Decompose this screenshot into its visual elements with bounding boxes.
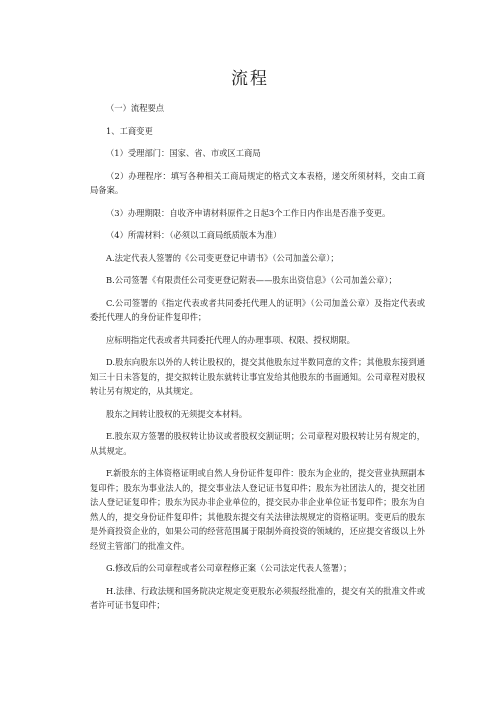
paragraph-item-e: E.股东双方签署的股权转让协议或者股权交割证明；公司章程对股权转让另有规定的，从其规定。 bbox=[90, 431, 425, 456]
subsection-heading: 1、工商变更 bbox=[106, 125, 153, 136]
paragraph-item-c-note: 应标明指定代表或者共同委托代理人的办理事项、权限、授权期限。 bbox=[106, 334, 355, 345]
document-body bbox=[90, 101, 425, 621]
paragraph-item-d: D.股东向股东以外的人转让股权的，提交其他股东过半数同意的文件；其他股东接到通知三十日未答复的，提交拟转让股东就转让事宜发给其他股东的书面通知。公司章程对股权转让另有规定的，从其规定。 bbox=[90, 357, 425, 396]
paragraph-procedure: （2）办理程序：填写各种相关工商局规定的格式文本表格，递交所须材料，交由工商局备案。 bbox=[90, 170, 425, 195]
paragraph-item-d-note: 股东之间转让股权的无须提交本材料。 bbox=[106, 408, 248, 419]
paragraph-time-limit: （3）办理期限：自收齐申请材料原件之日起3个工作日内作出是否准予变更。 bbox=[106, 207, 391, 218]
paragraph-item-f: F.新股东的主体资格证明或自然人身份证件复印件：股东为企业的，提交营业执照副本复印件；股东为事业法人的，提交事业法人登记证书复印件；股东为社团法人的，提交社团法人登记证复印件；股东为民办非企业单位的，提交民办非企业单位证书复印件；股东为自然人的，提交身份证件复印件；其他股东提交有关法律法规规定的资格证明。变更后的股东是外商投资企业的，如果公司的经营范围属于限制外商投资的领域的，还应提交省级以上外经贸主管部门的批准文件。 bbox=[90, 468, 425, 551]
paragraph-item-a: A.法定代表人签署的《公司变更登记申请书》（公司加盖公章）； bbox=[106, 252, 339, 263]
paragraph-required-materials: （4）所需材料：（必须以工商局纸质版本为准） bbox=[106, 230, 282, 240]
paragraph-item-g: G.修改后的公司章程或者公司章程修正案（公司法定代表人签署）； bbox=[106, 563, 352, 573]
paragraph-item-c: C.公司签署的《指定代表或者共同委托代理人的证明》（公司加盖公章）及指定代表或委托代理人的身份证件复印件； bbox=[90, 297, 425, 322]
paragraph-item-h: H.法律、行政法规和国务院决定规定变更股东必须报经批准的，提交有关的批准文件或者许可证书复印件； bbox=[90, 585, 425, 610]
paragraph-item-b: B.公司签署《有限责任公司变更登记附表——股东出资信息》（公司加盖公章）； bbox=[106, 275, 397, 285]
section-heading: （一）流程要点 bbox=[106, 103, 165, 113]
document-title: 流程 bbox=[231, 69, 269, 89]
paragraph-accepting-department: （1）受理部门：国家、省、市或区工商局 bbox=[106, 148, 261, 158]
